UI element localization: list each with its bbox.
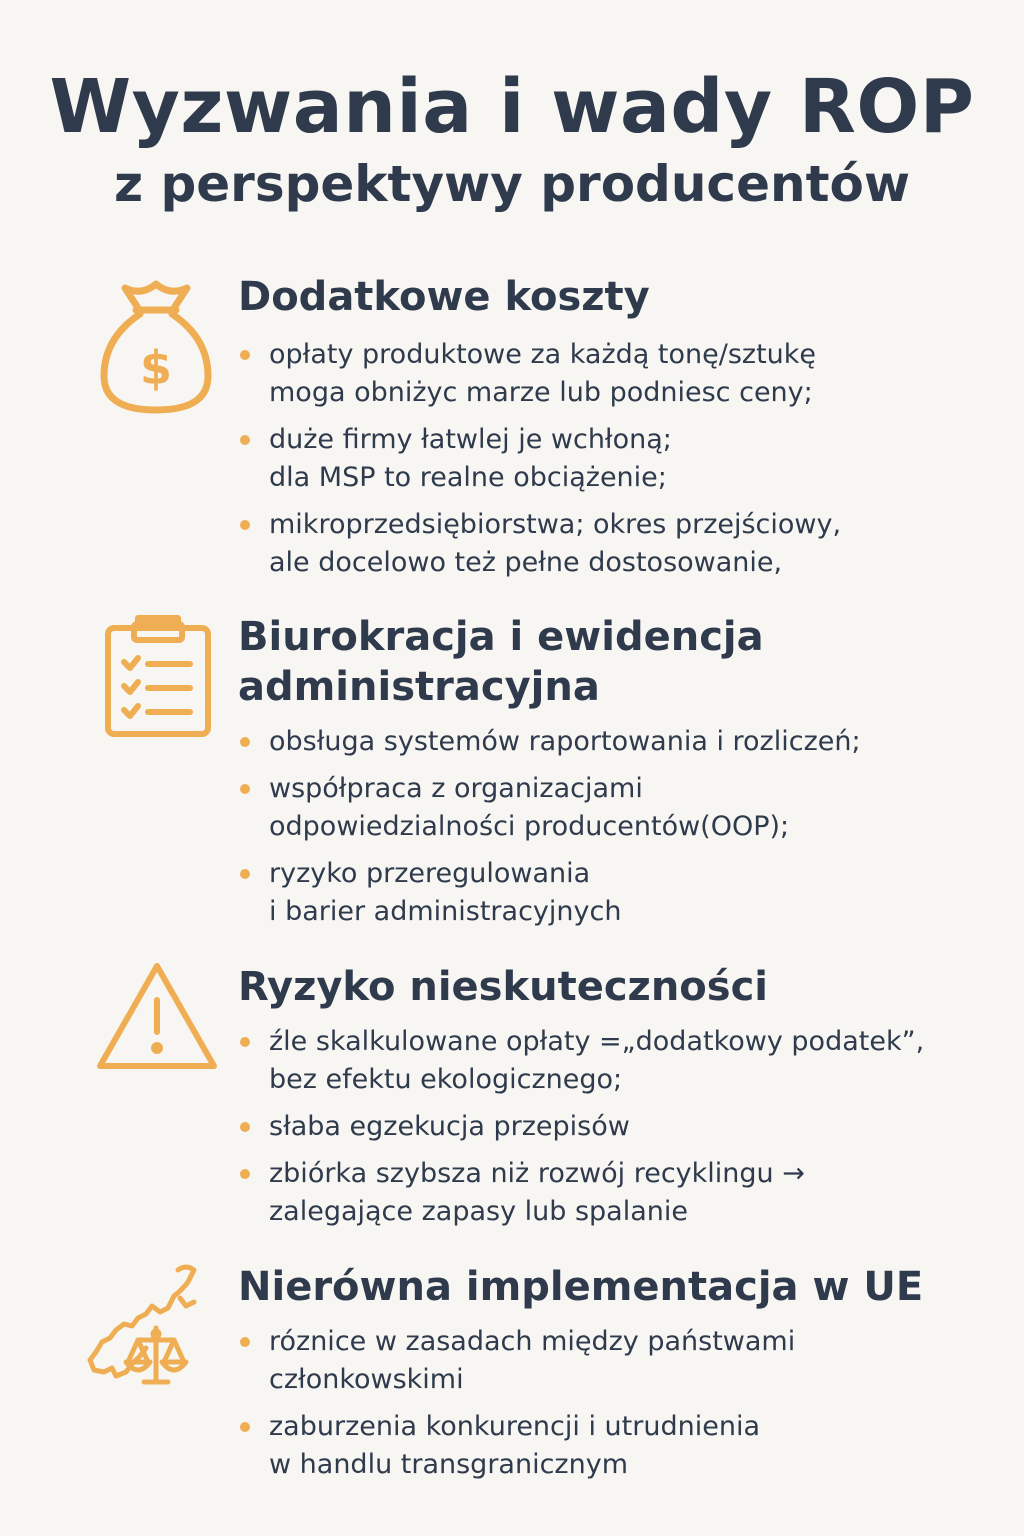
- list-item: źle skalkulowane opłaty =„dodatkowy podatek”, bez efektu ekologicznego;: [238, 1023, 924, 1099]
- svg-text:$: $: [139, 341, 173, 395]
- section-title-line1: Biurokracja i ewidencja: [238, 614, 764, 660]
- list-item: zaburzenia konkurencji i utrudnienia w handlu transgranicznym: [238, 1408, 795, 1484]
- bullet-list: [238, 1023, 924, 1240]
- section-bureaucracy: [0, 608, 1024, 938]
- section-title: Ryzyko nieskuteczności: [238, 964, 768, 1010]
- eu-map-scales-icon: [86, 1260, 226, 1400]
- page-title: Wyzwania i wady ROP: [49, 64, 975, 150]
- bullet-list: [238, 336, 841, 591]
- list-item: słaba egzekucja przepisów: [238, 1108, 924, 1146]
- bullet-list: [238, 1323, 795, 1493]
- list-item: mikroprzedsiębiorstwa; okres przejściowy, ale docelowo też pełne dostosowanie,: [238, 506, 841, 582]
- list-item: opłaty produktowe za każdą tonę/sztukę moga obniżyc marze lub podniesc ceny;: [238, 336, 841, 412]
- section-uneven-implementation: [0, 1258, 1024, 1498]
- section-title-line2: administracyjna: [238, 664, 600, 710]
- list-item: zbiórka szybsza niż rozwój recyklingu → zalegające zapasy lub spalanie: [238, 1155, 924, 1231]
- list-item: duże firmy łatwlej je wchłoną; dla MSP to realne obciążenie;: [238, 421, 841, 497]
- section-additional-costs: [0, 270, 1024, 590]
- section-title: Dodatkowe koszty: [238, 274, 650, 320]
- clipboard-checklist-icon: [104, 610, 212, 738]
- warning-triangle-icon: [94, 960, 220, 1072]
- page-subtitle: z perspektywy producentów: [113, 155, 911, 213]
- bullet-list: [238, 723, 861, 940]
- list-item: obsługa systemów raportowania i rozliczeń;: [238, 723, 861, 761]
- list-item: współpraca z organizacjami odpowiedzialności producentów(OOP);: [238, 770, 861, 846]
- list-item: róznice w zasadach między państwami członkowskimi: [238, 1323, 795, 1399]
- money-bag-icon: [98, 276, 214, 416]
- section-ineffectiveness-risk: [0, 958, 1024, 1248]
- list-item: ryzyko przeregulowania i barier administracyjnych: [238, 855, 861, 931]
- section-title: Nierówna implementacja w UE: [238, 1264, 924, 1310]
